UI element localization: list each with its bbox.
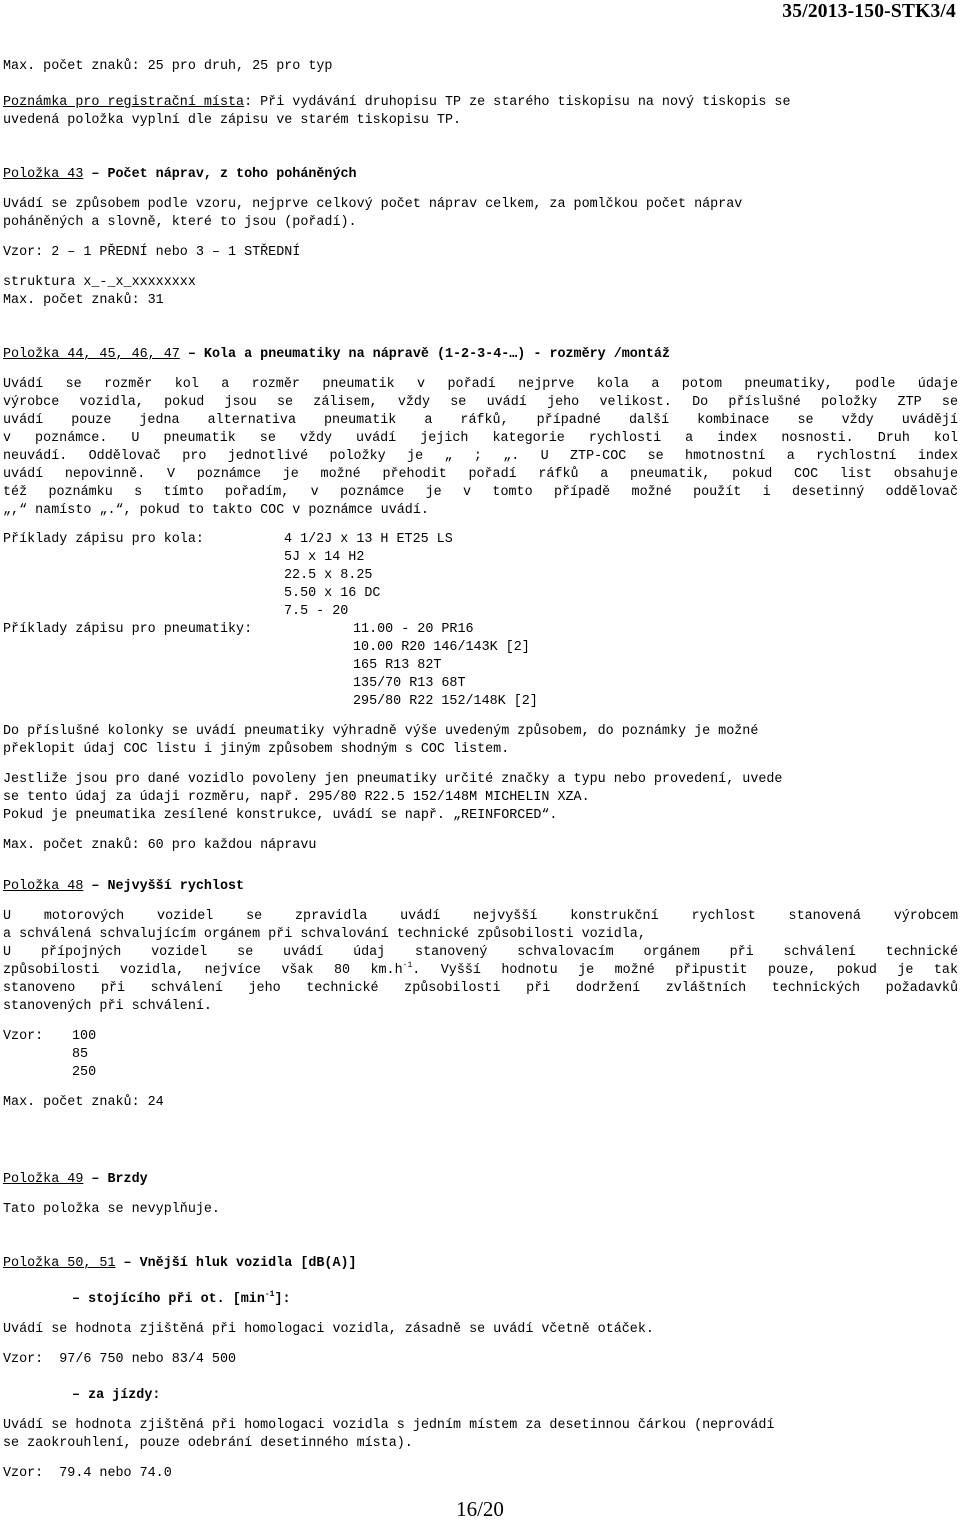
item-44-p1-line: též poznámku s tímto pořadím, v poznámce je v tomto případě možné použít i desetinný oddělovač bbox=[3, 485, 958, 500]
item-43-text bbox=[3, 196, 958, 232]
sub-standing-a: – stojícího při ot. [min bbox=[72, 1292, 265, 1307]
wheel-example: 5J x 14 H2 bbox=[284, 550, 365, 565]
item-50-text-1: Uvádí se hodnota zjištěná při homologaci vozidla, zásadně se uvádí včetně otáček. bbox=[3, 1322, 654, 1337]
item-44-p3-line: se tento údaj za údaji rozměru, např. 295/80 R22.5 152/148M MICHELIN XZA. bbox=[3, 790, 590, 805]
item-48-l4-sup: -1 bbox=[402, 961, 413, 970]
item-48-title: – Nejvyšší rychlost bbox=[83, 879, 245, 894]
item-49-title: – Brzdy bbox=[83, 1172, 148, 1187]
speed-example: 250 bbox=[72, 1065, 97, 1080]
sub-standing-sup: -1 bbox=[264, 1290, 275, 1299]
item-50-text-2-line: se zaokrouhlení, pouze odebrání desetinného místa). bbox=[3, 1436, 413, 1451]
item-48-l4b: . Vyšší hodnotu je možné připustit pouze, pokud je tak bbox=[412, 963, 959, 978]
item-48-l4a: způsobilosti vozidla, nejvíce však 80 km.h bbox=[3, 963, 403, 978]
note-text-2: uvedená položka vyplní dle zápisu ve starém tiskopisu TP. bbox=[3, 113, 462, 128]
item-44-p1-line-last: „,“ namísto „.“, pokud to takto COC v poznámce uvádí. bbox=[3, 503, 429, 518]
item-50-text-2 bbox=[3, 1417, 958, 1453]
item-48-line bbox=[3, 962, 958, 980]
wheel-example: 5.50 x 16 DC bbox=[284, 586, 381, 601]
tyres-examples bbox=[353, 621, 753, 711]
item-44-p1-line: výrobce vozidla, pokud jsou se zálisem, vždy se uvádí jeho velikost. Do příslušné položky ZTP se bbox=[3, 395, 958, 410]
wheel-example: 7.5 - 20 bbox=[284, 604, 349, 619]
item-44-max-chars: Max. počet znaků: 60 pro každou nápravu bbox=[3, 838, 317, 853]
item-43-example: Vzor: 2 – 1 PŘEDNÍ nebo 3 – 1 STŘEDNÍ bbox=[3, 245, 301, 260]
tyre-example: 10.00 R20 146/143K [2] bbox=[353, 640, 530, 655]
item-50-label: Položka 50, 51 bbox=[3, 1256, 116, 1271]
item-44-p2-line: překlopit údaj COC listu i jiným způsobem shodným s COC listem. bbox=[3, 742, 510, 757]
item-43-title: – Počet náprav, z toho poháněných bbox=[83, 167, 357, 182]
item-44-paragraph-2 bbox=[3, 723, 958, 759]
item-48-text bbox=[3, 908, 958, 1016]
item-44-p3-line: Pokud je pneumatika zesílené konstrukce, uvádí se např. „REINFORCED“. bbox=[3, 808, 558, 823]
item-44-p1-line: v poznámce. U pneumatik se vždy uvádí jejich kategorie rychlosti a index nosnosti. Druh kol bbox=[3, 431, 958, 446]
wheel-example: 22.5 x 8.25 bbox=[284, 568, 373, 583]
tyre-example: 165 R13 82T bbox=[353, 658, 442, 673]
item-44-p1-line: neuvádí. Oddělovač pro jednotlivé položky je „ ; „. U ZTP-COC se hmotnostní a rychlostní index bbox=[3, 449, 958, 464]
item-44-p1-line: uvádí nepovinně. V poznámce je možné přehodit pořadí ráfků a pneumatik, pokud COC list obsahuje bbox=[3, 467, 958, 482]
note-text-1: : Při vydávání druhopisu TP ze starého tiskopisu na nový tiskopis se bbox=[244, 95, 791, 110]
item-48-line: U motorových vozidel se zpravidla uvádí nejvyšší konstrukční rychlost stanovená výrobcem bbox=[3, 909, 958, 924]
item-50-text-2-line: Uvádí se hodnota zjištěná při homologaci vozidla s jedním místem za desetinnou čárkou (neprovádí bbox=[3, 1418, 775, 1433]
item-50-sub-standing bbox=[72, 1291, 572, 1309]
max-chars-intro: Max. počet znaků: 25 pro druh, 25 pro typ bbox=[3, 59, 333, 74]
sub-standing-b: ]: bbox=[274, 1292, 291, 1307]
item-43-max-chars: Max. počet znaků: 31 bbox=[3, 293, 164, 308]
item-48-heading bbox=[3, 878, 958, 896]
tyre-example: 11.00 - 20 PR16 bbox=[353, 622, 474, 637]
document-id: 35/2013-150-STK3/4 bbox=[782, 1, 956, 22]
item-48-line: stanoveno při schválení jeho technické způsobilosti při dodržení zvláštních technických požadavků bbox=[3, 981, 958, 996]
item-43-text-1: Uvádí se způsobem podle vzoru, nejprve celkový počet náprav celkem, za pomlčkou počet náprav bbox=[3, 197, 743, 212]
item-50-title: – Vnější hluk vozidla [dB(A)] bbox=[115, 1256, 357, 1271]
item-50-example-1: Vzor: 97/6 750 nebo 83/4 500 bbox=[3, 1352, 237, 1367]
item-44-paragraph-1 bbox=[3, 376, 958, 520]
wheel-example: 4 1/2J x 13 H ET25 LS bbox=[284, 532, 453, 547]
wheels-examples bbox=[284, 531, 584, 621]
item-48-example-label: Vzor: bbox=[3, 1029, 44, 1044]
tyres-examples-label: Příklady zápisu pro pneumatiky: bbox=[3, 622, 253, 637]
item-44-label: Položka 44, 45, 46, 47 bbox=[3, 347, 180, 362]
item-44-p1-line: uvádí pouze jedna alternativa pneumatik a ráfků, případné další kombinace se vždy uvádějí bbox=[3, 413, 958, 428]
speed-example: 85 bbox=[72, 1047, 89, 1062]
item-48-line: U přípojných vozidel se uvádí údaj stanovený schvalovacím orgánem při schválení technické bbox=[3, 945, 958, 960]
registration-note bbox=[3, 94, 958, 130]
item-50-example-2: Vzor: 79.4 nebo 74.0 bbox=[3, 1466, 172, 1481]
item-43-heading bbox=[3, 166, 958, 184]
item-44-heading bbox=[3, 346, 958, 364]
item-49-text: Tato položka se nevyplňuje. bbox=[3, 1202, 220, 1217]
item-49-heading bbox=[3, 1171, 958, 1189]
speed-example: 100 bbox=[72, 1029, 97, 1044]
tyre-example: 135/70 R13 68T bbox=[353, 676, 466, 691]
item-44-title: – Kola a pneumatiky na nápravě (1-2-3-4-…) - rozměry /montáž bbox=[179, 347, 670, 362]
page-number: 16/20 bbox=[456, 1497, 504, 1521]
item-43-label: Položka 43 bbox=[3, 167, 84, 182]
note-label: Poznámka pro registrační místa bbox=[3, 95, 245, 110]
item-43-structure: struktura x_-_x_xxxxxxxx bbox=[3, 275, 196, 290]
item-44-paragraph-3 bbox=[3, 771, 958, 825]
item-48-label: Položka 48 bbox=[3, 879, 84, 894]
item-50-heading bbox=[3, 1255, 958, 1273]
item-48-examples bbox=[72, 1028, 272, 1082]
item-50-sub-driving: – za jízdy: bbox=[72, 1388, 161, 1403]
item-44-p1-line: Uvádí se rozměr kol a rozměr pneumatik v pořadí nejprve kola a potom pneumatiky, podle údaje bbox=[3, 377, 958, 392]
item-48-max-chars: Max. počet znaků: 24 bbox=[3, 1095, 164, 1110]
item-43-text-2: poháněných a slovně, které to jsou (pořadí). bbox=[3, 215, 357, 230]
item-48-line: a schválená schvalujícím orgánem při schvalování technické způsobilosti vozidla, bbox=[3, 927, 646, 942]
wheels-examples-label: Příklady zápisu pro kola: bbox=[3, 532, 204, 547]
item-44-p3-line: Jestliže jsou pro dané vozidlo povoleny jen pneumatiky určité značky a typu nebo provedení, uvede bbox=[3, 772, 783, 787]
item-49-label: Položka 49 bbox=[3, 1172, 84, 1187]
item-48-line: stanovených při schválení. bbox=[3, 999, 212, 1014]
tyre-example: 295/80 R22 152/148K [2] bbox=[353, 694, 538, 709]
item-44-p2-line: Do příslušné kolonky se uvádí pneumatiky výhradně výše uvedeným způsobem, do poznámky je možné bbox=[3, 724, 759, 739]
